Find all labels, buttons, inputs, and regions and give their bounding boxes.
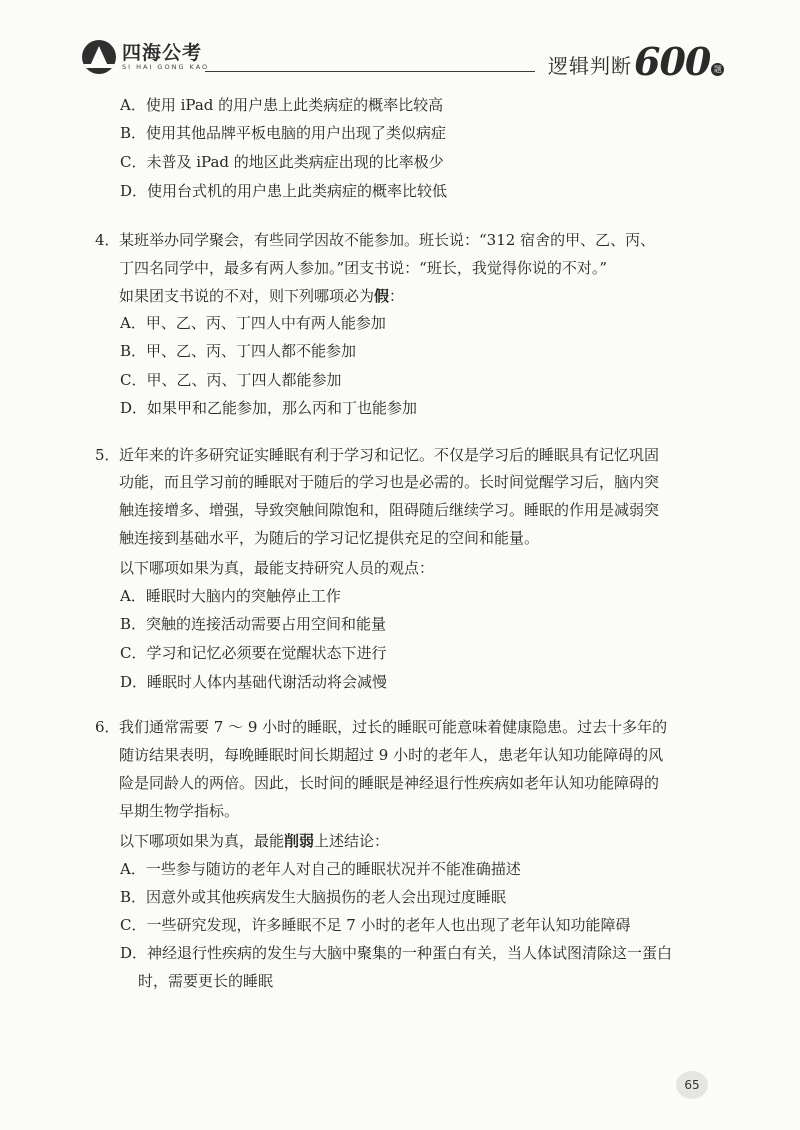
sail-logo-icon [82, 40, 116, 74]
q3-option-d: D．使用台式机的用户患上此类病症的概率比较低 [120, 182, 448, 200]
q4-stem-line-1 [95, 230, 655, 250]
q3-option-b: B．使用其他品牌平板电脑的用户出现了类似病症 [120, 124, 447, 142]
q6-question-text: 以下哪项如果为真，最能 [119, 832, 285, 850]
q3-option-c: C．未普及 iPad 的地区此类病症出现的比率极少 [120, 153, 444, 171]
q6-option-a: A．一些参与随访的老年人对自己的睡眠状况并不能准确描述 [120, 860, 521, 878]
q6-stem-line-2: 随访结果表明，每晚睡眠时间长期超过 9 小时的老年人，患老年认知功能障碍的风 [119, 746, 664, 764]
q6-option-b: B．因意外或其他疾病发生大脑损伤的老人会出现过度睡眠 [120, 888, 507, 906]
q5-stem-line-1 [95, 445, 659, 465]
q6-option-c: C．一些研究发现，许多睡眠不足 7 小时的老年人也出现了老年认知功能障碍 [120, 916, 631, 934]
logo-chinese-text: 四海公考 [122, 42, 203, 64]
logo-english-text: SI HAI GONG KAO [122, 63, 210, 71]
publisher-logo [82, 40, 209, 74]
q3-option-a: A．使用 iPad 的用户患上此类病症的概率比较高 [120, 96, 444, 114]
q5-option-a: A．睡眠时大脑内的突触停止工作 [120, 587, 341, 605]
q5-option-d: D．睡眠时人体内基础代谢活动将会减慢 [120, 673, 388, 691]
q5-number: 5． [95, 446, 120, 464]
q4-option-b: B．甲、乙、丙、丁四人都不能参加 [120, 342, 357, 360]
q5-stem-line-3: 触连接增多、增强，导致突触间隙饱和，阻碍随后继续学习。睡眠的作用是减弱突 [119, 501, 660, 519]
q5-stem-text-1: 近年来的许多研究证实睡眠有利于学习和记忆。不仅是学习后的睡眠具有记忆巩固 [119, 446, 660, 464]
q5-question: 以下哪项如果为真，最能支持研究人员的观点： [119, 559, 435, 577]
q6-question-end: 上述结论： [314, 832, 390, 850]
q4-question-end: ： [389, 287, 405, 305]
q6-option-d-line-2: 时，需要更长的睡眠 [138, 972, 274, 990]
q6-stem-line-4: 早期生物学指标。 [119, 802, 240, 820]
q4-question-text: 如果团支书说的不对，则下列哪项必为 [119, 287, 375, 305]
q6-option-d-line-1: D．神经退行性疾病的发生与大脑中聚集的一种蛋白有关，当人体试图清除这一蛋白 [120, 944, 673, 962]
q4-question [119, 286, 404, 306]
q5-stem-line-2: 功能，而且学习前的睡眠对于随后的学习也是必需的。长时间觉醒学习后，脑内突 [119, 473, 660, 491]
q6-question-emphasis: 削弱 [284, 832, 315, 850]
q4-number: 4． [95, 231, 120, 249]
q5-stem-line-4: 触连接到基础水平，为随后的学习记忆提供充足的空间和能量。 [119, 529, 540, 547]
page-header [0, 0, 800, 90]
book-title-suffix: 题 [711, 63, 724, 76]
q6-stem-text-1: 我们通常需要 7 ～ 9 小时的睡眠，过长的睡眠可能意味着健康隐患。过去十多年的 [119, 718, 668, 736]
q4-option-c: C．甲、乙、丙、丁四人都能参加 [120, 371, 342, 389]
book-title-number: 600 [634, 39, 711, 84]
page-number: 65 [676, 1071, 708, 1099]
book-title [548, 39, 724, 84]
q6-number: 6． [95, 718, 120, 736]
q4-option-a: A．甲、乙、丙、丁四人中有两人能参加 [120, 314, 386, 332]
q4-stem-line-2: 丁四名同学中，最多有两人参加。”团支书说：“班长，我觉得你说的不对。” [119, 259, 608, 277]
q5-option-b: B．突触的连接活动需要占用空间和能量 [120, 615, 387, 633]
q5-option-c: C．学习和记忆必须要在觉醒状态下进行 [120, 644, 387, 662]
header-rule [205, 71, 535, 72]
q6-stem-line-1 [95, 717, 667, 737]
q4-stem-text-1: 某班举办同学聚会，有些同学因故不能参加。班长说：“312 宿舍的甲、乙、丙、 [119, 231, 656, 249]
book-title-text: 逻辑判断 [548, 54, 632, 78]
q6-stem-line-3: 险是同龄人的两倍。因此，长时间的睡眠是神经退行性疾病如老年认知功能障碍的 [119, 774, 660, 792]
q6-question [119, 831, 389, 851]
q4-question-emphasis: 假 [374, 287, 390, 305]
q4-option-d: D．如果甲和乙能参加，那么丙和丁也能参加 [120, 399, 418, 417]
